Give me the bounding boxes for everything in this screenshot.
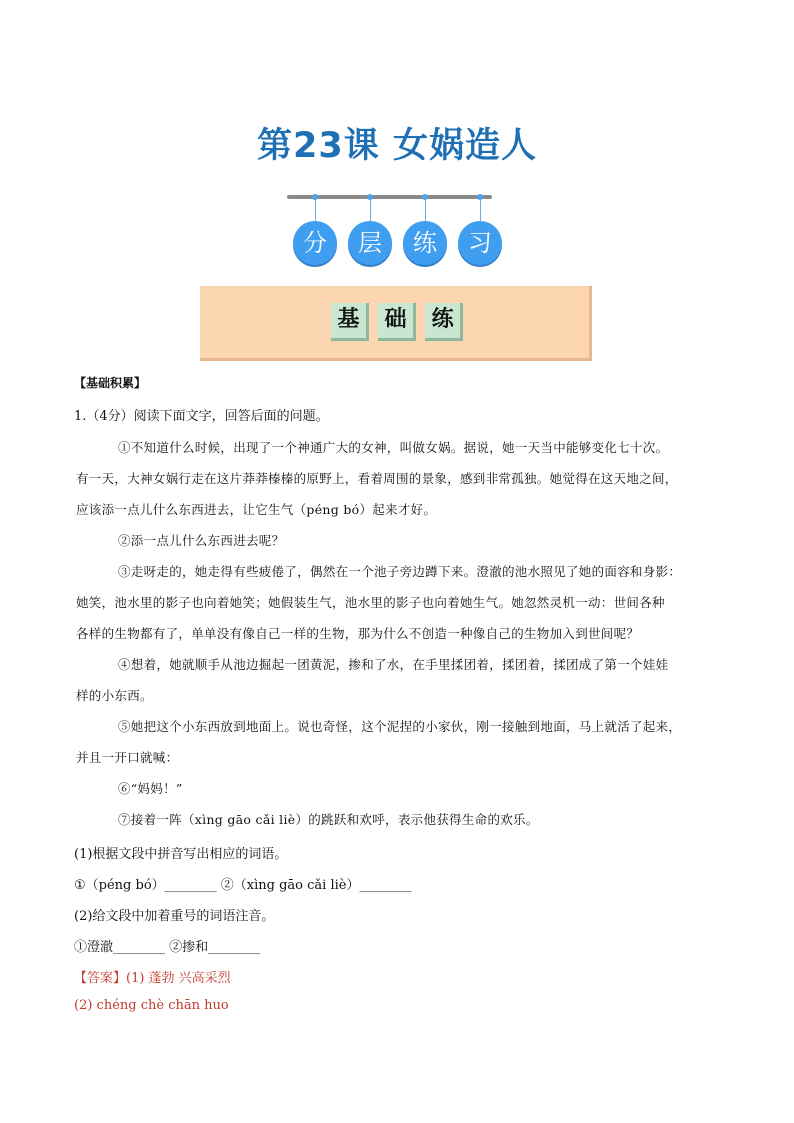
passage-line: ⑤她把这个小东西放到地面上。说也奇怪，这个泥捏的小家伙，刚一接触到地面，马上就活了起来，	[118, 719, 682, 734]
passage-line: ⑦接着一阵（xìng gāo cǎi liè）的跳跃和欢呼，表示他获得生命的欢乐。	[118, 812, 539, 827]
question-1: 1.（4分）阅读下面文字，回答后面的问题。	[74, 409, 329, 424]
circle-badge: 习	[458, 221, 502, 265]
sub-question-2-blanks: ①澄澈________ ②掺和________	[74, 940, 261, 955]
passage-line: ④想着，她就顺手从池边掘起一团黄泥，掺和了水，在手里揉团着，揉团着，揉团成了第一个娃娃	[118, 657, 669, 672]
passage-line: 应该添一点儿什么东西进去，让它生气（péng bó）起来才好。	[76, 502, 437, 517]
passage-line: ②添一点儿什么东西进去呢？	[118, 533, 285, 548]
passage-line: ③走呀走的，她走得有些疲倦了，偶然在一个池子旁边蹲下来。澄澈的池水照见了她的面容和身影：	[118, 564, 682, 579]
section-label: 【基础积累】	[74, 376, 147, 390]
sub-question-2: (2)给文段中加着重号的词语注音。	[74, 909, 275, 924]
banner-tiles	[0, 303, 794, 341]
hanger-dot	[422, 194, 428, 200]
passage-line: ⑥“妈妈！”	[118, 781, 183, 796]
hanger-dot	[477, 194, 483, 200]
page-title: 第23课 女娲造人	[257, 126, 537, 166]
hanger-dot	[367, 194, 373, 200]
answer-line-1: 【答案】(1) 蓬勃 兴高采烈	[74, 971, 231, 986]
answer-line-2: (2) chéng chè chān huo	[74, 998, 229, 1013]
passage-line: 并且一开口就喊：	[76, 750, 179, 765]
passage-line: 样的小东西。	[76, 688, 153, 703]
passage-line: ①不知道什么时候，出现了一个神通广大的女神，叫做女娲。据说，她一天当中能够变化七十次。	[118, 440, 669, 455]
circle-badge: 分	[293, 221, 337, 265]
passage-line: 各样的生物都有了，单单没有像自己一样的生物，那为什么不创造一种像自己的生物加入到世间呢？	[76, 626, 640, 641]
passage-line: 有一天，大神女娲行走在这片莽莽榛榛的原野上，看着周围的景象，感到非常孤独。她觉得在这天地之间，	[76, 471, 678, 486]
circle-badge: 层	[348, 221, 392, 265]
passage-line: 她笑，池水里的影子也向着她笑；她假装生气，池水里的影子也向着她生气。她忽然灵机一动：世间各种	[76, 595, 665, 610]
circle-badge: 练	[403, 221, 447, 265]
banner-tile: 础	[378, 303, 416, 341]
hanger-dot	[312, 194, 318, 200]
sub-question-1-blanks: ①（péng bó）________ ②（xìng gāo cǎi liè）________	[74, 878, 412, 893]
banner-tile: 练	[425, 303, 463, 341]
banner-tile: 基	[331, 303, 369, 341]
sub-question-1: (1)根据文段中拼音写出相应的词语。	[74, 847, 288, 862]
